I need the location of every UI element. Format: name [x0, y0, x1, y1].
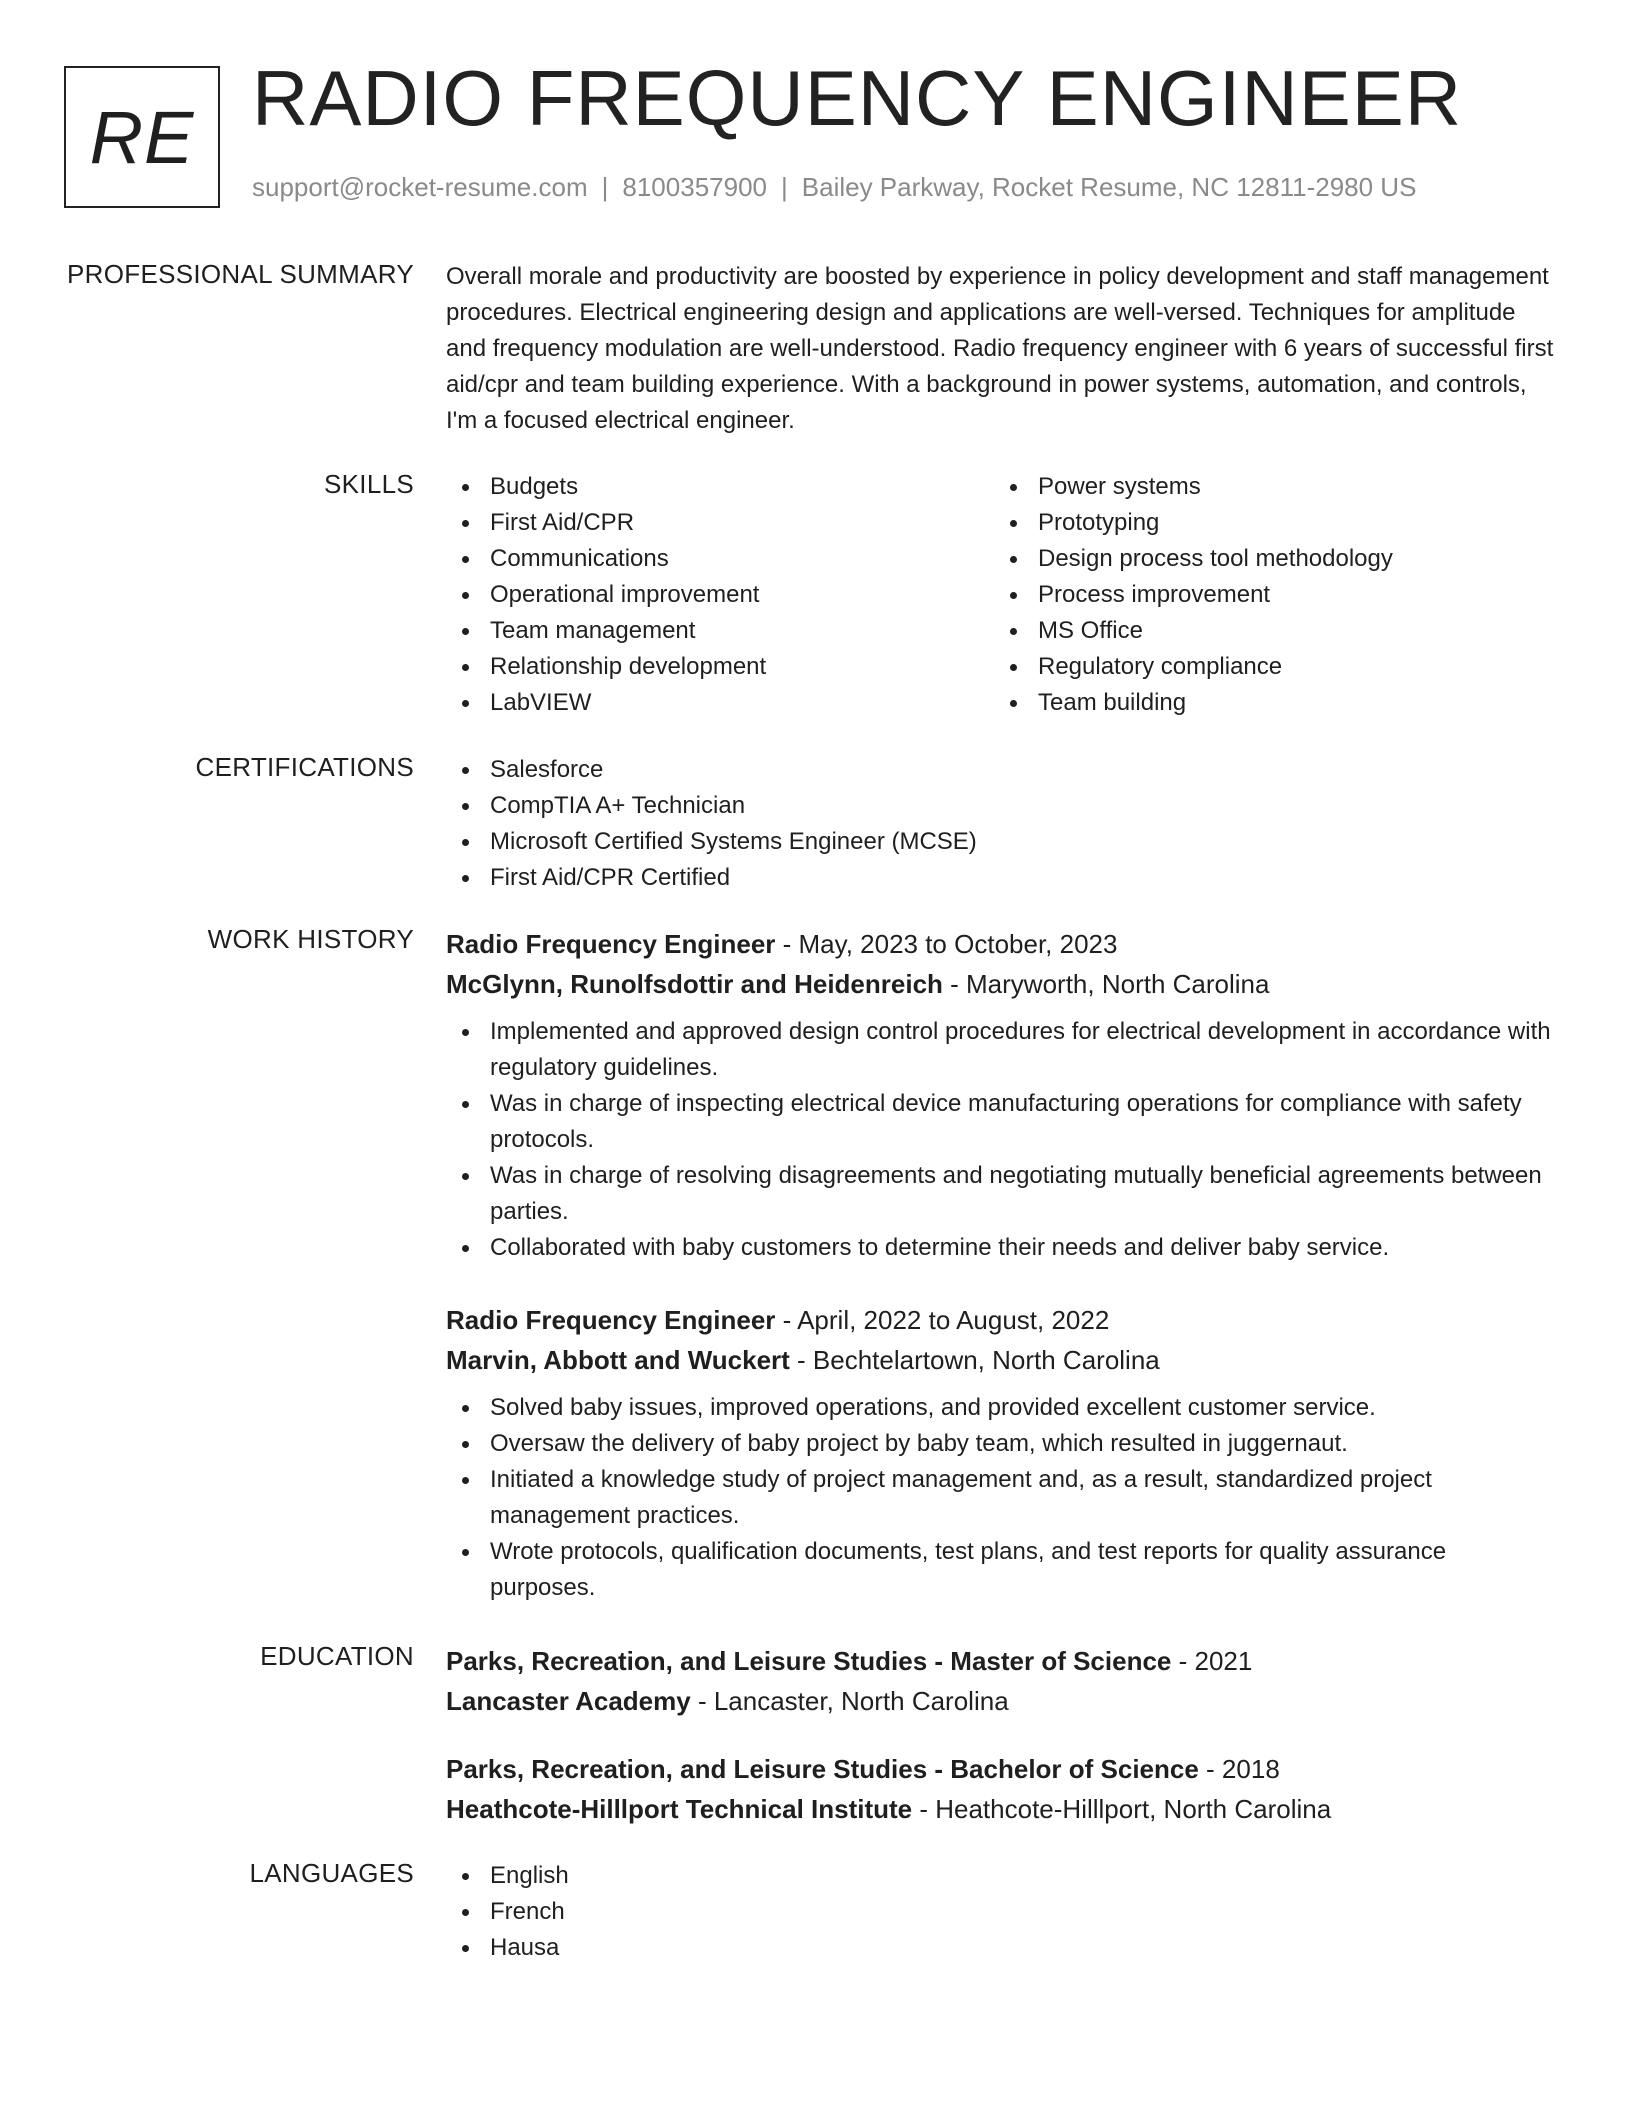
list-item: Was in charge of inspecting electrical device manufacturing operations for compliance with safety protocols.	[446, 1086, 1556, 1158]
skills-column-left	[446, 469, 994, 721]
company-location: - Bechtelartown, North Carolina	[789, 1345, 1160, 1375]
languages-list	[446, 1858, 1556, 1966]
job-entry	[446, 1300, 1556, 1606]
list-item: Was in charge of resolving disagreements and negotiating mutually beneficial agreements between parties.	[446, 1158, 1556, 1230]
contact-address: Bailey Parkway, Rocket Resume, NC 12811-2980 US	[801, 172, 1417, 202]
certifications-list	[446, 752, 1556, 896]
list-item: First Aid/CPR	[446, 505, 994, 541]
company-line	[446, 1340, 1556, 1380]
list-item: Solved baby issues, improved operations, and provided excellent customer service.	[446, 1390, 1556, 1426]
list-item: Process improvement	[994, 577, 1542, 613]
company-name: McGlynn, Runolfsdottir and Heidenreich	[446, 969, 943, 999]
company-line	[446, 964, 1556, 1004]
degree-heading	[446, 1749, 1556, 1789]
resume-title: RADIO FREQUENCY ENGINEER	[252, 54, 1463, 142]
list-item: Salesforce	[446, 752, 1556, 788]
section-label: PROFESSIONAL SUMMARY	[67, 259, 414, 289]
skills-column-right	[994, 469, 1542, 721]
summary-body	[446, 259, 1556, 439]
company-location: - Maryworth, North Carolina	[942, 969, 1270, 999]
school-location: - Lancaster, North Carolina	[690, 1686, 1009, 1716]
list-item: First Aid/CPR Certified	[446, 860, 1556, 896]
section-label: WORK HISTORY	[207, 924, 414, 954]
list-item: Design process tool methodology	[994, 541, 1542, 577]
section-label: CERTIFICATIONS	[195, 752, 414, 782]
job-dates: - May, 2023 to October, 2023	[775, 929, 1118, 959]
list-item: Wrote protocols, qualification documents, test plans, and test reports for quality assurance purposes.	[446, 1534, 1556, 1606]
contact-line	[252, 172, 1416, 203]
section-label: EDUCATION	[260, 1641, 414, 1671]
school-line	[446, 1681, 1556, 1721]
job-heading	[446, 924, 1556, 964]
list-item: Team management	[446, 613, 994, 649]
job-heading	[446, 1300, 1556, 1340]
summary-text: Overall morale and productivity are boosted by experience in policy development and staff management procedures. Electrical engineering design and applications are well-versed. Techniques for amplitude and frequency modulation are well-understood. Radio frequency engineer with 6 years of successful first aid/cpr and team building experience. With a background in power systems, automation, and controls, I'm a focused electrical engineer.	[446, 263, 1554, 434]
list-item: Communications	[446, 541, 994, 577]
school-name: Lancaster Academy	[446, 1686, 691, 1716]
skills-list	[446, 469, 1556, 721]
list-item: Regulatory compliance	[994, 649, 1542, 685]
list-item: LabVIEW	[446, 685, 994, 721]
degree-year: - 2018	[1198, 1754, 1280, 1784]
contact-separator: |	[601, 172, 609, 202]
job-entry	[446, 924, 1556, 1266]
school-location: - Heathcote-Hilllport, North Carolina	[912, 1794, 1332, 1824]
list-item: Relationship development	[446, 649, 994, 685]
section-label: SKILLS	[324, 469, 414, 499]
list-item: Implemented and approved design control procedures for electrical development in accordance with regulatory guidelines.	[446, 1014, 1556, 1086]
degree-name: Parks, Recreation, and Leisure Studies - Master of Science	[446, 1646, 1172, 1676]
contact-phone: 8100357900	[622, 172, 767, 202]
school-name: Heathcote-Hilllport Technical Institute	[446, 1794, 913, 1824]
section-label: LANGUAGES	[249, 1858, 414, 1888]
list-item: Prototyping	[994, 505, 1542, 541]
monogram-logo: RE	[64, 66, 220, 208]
list-item: Oversaw the delivery of baby project by baby team, which resulted in juggernaut.	[446, 1426, 1556, 1462]
job-title: Radio Frequency Engineer	[446, 929, 776, 959]
list-item: Initiated a knowledge study of project management and, as a result, standardized project management practices.	[446, 1462, 1556, 1534]
job-title: Radio Frequency Engineer	[446, 1305, 776, 1335]
list-item: MS Office	[994, 613, 1542, 649]
degree-year: - 2021	[1171, 1646, 1253, 1676]
list-item: Operational improvement	[446, 577, 994, 613]
education-body	[446, 1641, 1556, 1829]
company-name: Marvin, Abbott and Wuckert	[446, 1345, 790, 1375]
contact-separator: |	[781, 172, 788, 202]
work-history-body	[446, 924, 1556, 1266]
school-line	[446, 1789, 1556, 1829]
work-history-body	[446, 1300, 1556, 1606]
list-item: Collaborated with baby customers to determine their needs and deliver baby service.	[446, 1230, 1556, 1266]
job-dates: - April, 2022 to August, 2022	[775, 1305, 1110, 1335]
degree-heading	[446, 1641, 1556, 1681]
list-item: Budgets	[446, 469, 994, 505]
contact-email: support@rocket-resume.com	[252, 172, 588, 202]
list-item: Power systems	[994, 469, 1542, 505]
list-item: CompTIA A+ Technician	[446, 788, 1556, 824]
list-item: Team building	[994, 685, 1542, 721]
list-item: English	[446, 1858, 1556, 1894]
list-item: French	[446, 1894, 1556, 1930]
degree-name: Parks, Recreation, and Leisure Studies - Bachelor of Science	[446, 1754, 1199, 1784]
list-item: Microsoft Certified Systems Engineer (MCSE)	[446, 824, 1556, 860]
list-item: Hausa	[446, 1930, 1556, 1966]
